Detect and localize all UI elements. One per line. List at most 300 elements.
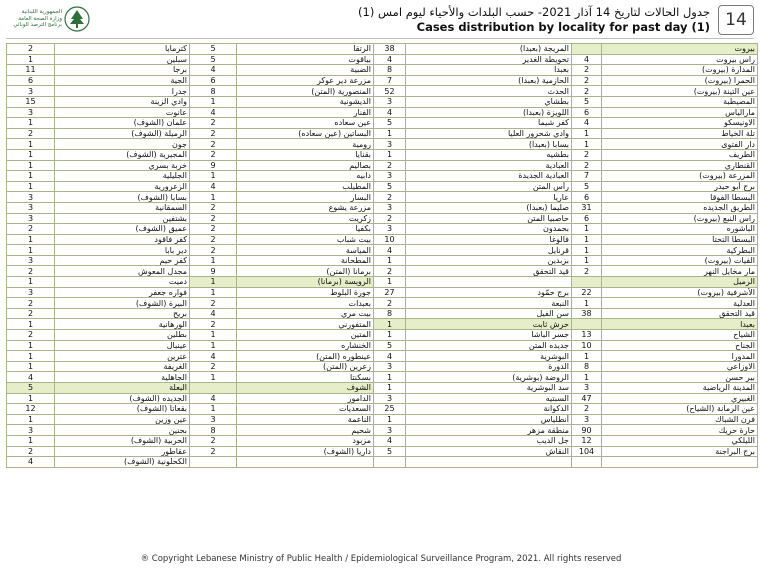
locality-name-cell: المصيطبة [602, 96, 758, 107]
locality-name-cell: مزرعة يشوع [237, 202, 374, 213]
case-count-cell: 52 [374, 86, 406, 97]
locality-name-cell: جسر الباشا [406, 330, 572, 341]
case-count-cell: 12 [572, 435, 602, 446]
case-count-cell: 31 [572, 202, 602, 213]
locality-name-cell: جون [55, 139, 190, 150]
case-count-cell: 1 [374, 319, 406, 330]
locality-name-cell: الاونيسكو [602, 118, 758, 129]
locality-name-cell: الرميل [602, 277, 758, 288]
locality-name-cell: الطريق الجديده [602, 202, 758, 213]
locality-name-cell: بسابا (بعبدا) [406, 139, 572, 150]
locality-name-cell: وادي الزينة [55, 96, 190, 107]
case-count-cell: 4 [190, 181, 237, 192]
case-count-cell [572, 319, 602, 330]
table-row [7, 245, 758, 256]
locality-name-cell: سن الفيل [406, 308, 572, 319]
case-count-cell: 2 [190, 298, 237, 309]
table-row [7, 118, 758, 129]
locality-name-cell: بيت مري [237, 308, 374, 319]
case-count-cell: 2 [190, 435, 237, 446]
case-count-cell: 1 [7, 361, 55, 372]
locality-name-cell: عينطوره (المتن) [237, 351, 374, 362]
case-count-cell: 5 [190, 44, 237, 55]
case-count-cell: 2 [190, 361, 237, 372]
case-count-cell: 1 [572, 128, 602, 139]
table-row [7, 160, 758, 171]
case-count-cell: 3 [7, 202, 55, 213]
table-row [7, 65, 758, 76]
locality-name-cell: الباشوره [602, 224, 758, 235]
locality-name-cell [237, 457, 374, 468]
table-row [7, 287, 758, 298]
case-count-cell: 1 [7, 181, 55, 192]
locality-name-cell: برمانا (المتن) [237, 266, 374, 277]
locality-name-cell: بعبدا [406, 65, 572, 76]
table-row [7, 54, 758, 65]
locality-name-cell: المتين [237, 330, 374, 341]
case-count-cell: 2 [374, 192, 406, 203]
case-count-cell [572, 44, 602, 55]
locality-name-cell: بعبدات [237, 298, 374, 309]
case-count-cell: 2 [572, 86, 602, 97]
locality-name-cell: بير حسن [602, 372, 758, 383]
table-row [7, 435, 758, 446]
case-count-cell: 3 [7, 287, 55, 298]
table-row [7, 86, 758, 97]
table-row [7, 266, 758, 277]
locality-name-cell: عين سعاده [237, 118, 374, 129]
case-count-cell: 5 [374, 446, 406, 457]
case-count-cell: 4 [7, 457, 55, 468]
case-count-cell: 1 [7, 340, 55, 351]
locality-name-cell: منطقة مزهر [406, 425, 572, 436]
locality-name-cell: أنطلياس [406, 414, 572, 425]
table-row [7, 446, 758, 457]
locality-name-cell: الرتقا [237, 44, 374, 55]
locality-name-cell: الفنار [237, 107, 374, 118]
case-count-cell: 1 [190, 192, 237, 203]
case-count-cell: 2 [7, 128, 55, 139]
case-count-cell: 1 [190, 287, 237, 298]
table-row [7, 308, 758, 319]
case-count-cell: 2 [190, 202, 237, 213]
locality-name-cell: قيد التحقق [602, 308, 758, 319]
case-count-cell: 1 [374, 128, 406, 139]
case-count-cell: 1 [7, 393, 55, 404]
case-count-cell: 1 [7, 54, 55, 65]
case-count-cell: 1 [572, 234, 602, 245]
case-count-cell: 2 [572, 404, 602, 415]
case-count-cell: 5 [572, 181, 602, 192]
locality-name-cell: الروضة (بوشرية) [406, 372, 572, 383]
case-count-cell: 4 [374, 351, 406, 362]
table-row [7, 213, 758, 224]
locality-name-cell: مارالياس [602, 107, 758, 118]
header-divider [6, 38, 754, 39]
case-count-cell: 4 [374, 54, 406, 65]
case-count-cell: 2 [572, 160, 602, 171]
case-count-cell: 2 [572, 65, 602, 76]
locality-name-cell: بطشيه [406, 149, 572, 160]
case-count-cell: 3 [374, 202, 406, 213]
case-count-cell: 2 [572, 75, 602, 86]
locality-name-cell: الديشونية [237, 96, 374, 107]
locality-name-cell: القنطاري [602, 160, 758, 171]
case-count-cell: 2 [7, 330, 55, 341]
table-row [7, 361, 758, 372]
case-count-cell: 1 [7, 118, 55, 129]
case-count-cell: 5 [374, 118, 406, 129]
case-count-cell: 1 [190, 171, 237, 182]
case-count-cell: 3 [7, 255, 55, 266]
case-count-cell: 2 [190, 128, 237, 139]
locality-name-cell: النبعة [406, 298, 572, 309]
case-count-cell: 1 [374, 255, 406, 266]
locality-name-cell: النقاش [406, 446, 572, 457]
table-row [7, 75, 758, 86]
locality-name-cell: صليما (بعبدا) [406, 202, 572, 213]
locality-name-cell: كفر فاقود [55, 234, 190, 245]
case-count-cell: 1 [190, 96, 237, 107]
locality-name-cell: الزعرورية [55, 181, 190, 192]
locality-name-cell: الفيات (بيروت) [602, 255, 758, 266]
case-count-cell [374, 457, 406, 468]
locality-name-cell: بيت شباب [237, 234, 374, 245]
locality-name-cell: بسكنتا [237, 372, 374, 383]
table-row [7, 414, 758, 425]
case-count-cell: 3 [374, 171, 406, 182]
locality-name-cell: البسار [237, 192, 374, 203]
locality-name-cell: الدكوانة [406, 404, 572, 415]
case-count-cell: 2 [374, 160, 406, 171]
case-count-cell: 3 [374, 361, 406, 372]
case-count-cell: 2 [7, 446, 55, 457]
table-row [7, 340, 758, 351]
locality-name-cell: كفر شيما [406, 118, 572, 129]
case-count-cell: 1 [572, 255, 602, 266]
case-count-cell: 1 [374, 372, 406, 383]
case-count-cell: 3 [374, 224, 406, 235]
locality-name-cell: كفر حيم [55, 255, 190, 266]
case-count-cell: 2 [190, 213, 237, 224]
locality-name-cell: مار مخايل النهر [602, 266, 758, 277]
locality-name-cell: المجيرية (الشوف) [55, 149, 190, 160]
case-count-cell: 3 [374, 393, 406, 404]
locality-name-cell: البسطا الفوقا [602, 192, 758, 203]
case-count-cell: 4 [374, 107, 406, 118]
locality-name-cell: السعديات [237, 404, 374, 415]
case-count-cell: 1 [572, 298, 602, 309]
locality-name-cell: البطركية [602, 245, 758, 256]
locality-name-cell: الحربية (الشوف) [55, 435, 190, 446]
case-count-cell: 3 [7, 192, 55, 203]
locality-name-cell: حرش ثابت [406, 319, 572, 330]
case-count-cell: 2 [7, 44, 55, 55]
case-count-cell: 1 [7, 171, 55, 182]
locality-name-cell [406, 277, 572, 288]
case-count-cell: 4 [572, 54, 602, 65]
table-row [7, 319, 758, 330]
case-count-cell: 1 [374, 383, 406, 394]
locality-name-cell: الحازمية (بعبدا) [406, 75, 572, 86]
case-count-cell: 6 [572, 107, 602, 118]
locality-name-cell: الجاهلية [55, 372, 190, 383]
locality-name-cell: السمقانية [55, 202, 190, 213]
locality-name-cell: برجا [55, 65, 190, 76]
case-count-cell [572, 277, 602, 288]
locality-name-cell: الغريفة [55, 361, 190, 372]
locality-name-cell: المدارة (بيروت) [602, 65, 758, 76]
locality-name-cell: جدرا [55, 86, 190, 97]
case-count-cell: 47 [572, 393, 602, 404]
table-row [7, 149, 758, 160]
locality-name-cell: الجديده (الشوف) [55, 393, 190, 404]
locality-name-cell: بقنايا [237, 149, 374, 160]
case-count-cell [190, 383, 237, 394]
case-count-cell: 2 [7, 266, 55, 277]
locality-name-cell: الشياح [602, 330, 758, 341]
locality-name-cell: المزرعة (بيروت) [602, 171, 758, 182]
case-count-cell: 1 [7, 277, 55, 288]
locality-name-cell: قرنايل [406, 245, 572, 256]
locality-name-cell: عميق (الشوف) [55, 224, 190, 235]
table-row [7, 255, 758, 266]
locality-name-cell: الجناح [602, 340, 758, 351]
case-count-cell: 2 [190, 139, 237, 150]
locality-name-cell: جل الديب [406, 435, 572, 446]
case-count-cell: 22 [572, 287, 602, 298]
table-row [7, 96, 758, 107]
case-count-cell: 4 [572, 118, 602, 129]
case-count-cell: 8 [374, 65, 406, 76]
locality-name-cell: دابيه [237, 171, 374, 182]
locality-name-cell: المدينة الرياضية [602, 383, 758, 394]
table-row [7, 351, 758, 362]
locality-name-cell: بطلين [55, 330, 190, 341]
locality-name-cell: كترمايا [55, 44, 190, 55]
locality-name-cell: برج البراجنة [602, 446, 758, 457]
table-row [7, 425, 758, 436]
case-count-cell: 2 [190, 245, 237, 256]
locality-name-cell: اللويزة (بعبدا) [406, 107, 572, 118]
locality-name-cell: المياسة [237, 245, 374, 256]
locality-name-cell: علمان (الشوف) [55, 118, 190, 129]
locality-name-cell: البيرة (الشوف) [55, 298, 190, 309]
case-count-cell: 4 [190, 107, 237, 118]
cedar-emblem-icon [64, 6, 90, 32]
case-count-cell: 11 [7, 65, 55, 76]
table-row [7, 202, 758, 213]
locality-name-cell: الدامور [237, 393, 374, 404]
locality-name-cell: دار الفتوى [602, 139, 758, 150]
case-count-cell: 2 [572, 266, 602, 277]
locality-name-cell: الخنشاره [237, 340, 374, 351]
locality-name-cell: بحمدون [406, 224, 572, 235]
locality-name-cell: رأس المتن [406, 181, 572, 192]
case-count-cell: 2 [7, 308, 55, 319]
locality-name-cell: السبتيه [406, 393, 572, 404]
case-count-cell: 38 [374, 44, 406, 55]
locality-name-cell: البعلة [55, 383, 190, 394]
locality-name-cell: المتفورني [237, 319, 374, 330]
case-count-cell: 7 [572, 171, 602, 182]
case-count-cell: 12 [7, 404, 55, 415]
case-count-cell: 3 [7, 107, 55, 118]
locality-name-cell: المريجة (بعبدا) [406, 44, 572, 55]
locality-name-cell: عقاطور [55, 446, 190, 457]
case-count-cell: 2 [190, 224, 237, 235]
table-row [7, 192, 758, 203]
locality-name-cell: الضبية [237, 65, 374, 76]
case-count-cell: 2 [7, 224, 55, 235]
table-row [7, 234, 758, 245]
locality-name-cell: المنصورية (المتن) [237, 86, 374, 97]
locality-name-cell: البساتين (عين سعاده) [237, 128, 374, 139]
case-count-cell [190, 457, 237, 468]
case-count-cell: 2 [572, 149, 602, 160]
case-count-cell: 1 [190, 340, 237, 351]
case-count-cell: 3 [572, 414, 602, 425]
locality-name-cell: عترين [55, 351, 190, 362]
locality-name-cell: بيروت [602, 44, 758, 55]
locality-name-cell: الجية [55, 75, 190, 86]
case-count-cell: 1 [572, 224, 602, 235]
table-row [7, 372, 758, 383]
case-count-cell: 2 [190, 319, 237, 330]
page-title-arabic: جدول الحالات لتاريخ 14 آذار 2021- حسب البلدات والأحياء ليوم امس (1) [358, 5, 710, 19]
locality-name-cell: الحدث [406, 86, 572, 97]
case-count-cell: 4 [7, 372, 55, 383]
case-count-cell: 27 [374, 287, 406, 298]
case-count-cell: 1 [572, 139, 602, 150]
ministry-logo-text: الجمهورية اللبنانية وزارة الصحة العامة برنامج الترصد الوبائي [13, 9, 62, 28]
locality-name-cell: الجليلية [55, 171, 190, 182]
case-count-cell: 90 [572, 425, 602, 436]
locality-name-cell: الشوف [237, 383, 374, 394]
page-number-badge: 14 [718, 5, 754, 35]
locality-name-cell: بعبدا [602, 319, 758, 330]
ministry-logo [6, 4, 92, 36]
table-row [7, 393, 758, 404]
case-count-cell: 1 [7, 245, 55, 256]
locality-name-cell: الطريف [602, 149, 758, 160]
case-count-cell: 1 [190, 372, 237, 383]
case-count-cell: 4 [374, 435, 406, 446]
locality-name-cell: وادي شحرور العليا [406, 128, 572, 139]
locality-name-cell: الليلكي [602, 435, 758, 446]
table-row [7, 457, 758, 468]
case-count-cell: 6 [572, 192, 602, 203]
locality-name-cell: فواره جعفر [55, 287, 190, 298]
case-count-cell: 1 [374, 330, 406, 341]
locality-name-cell: الورهانية [55, 319, 190, 330]
locality-name-cell: المدورا [602, 351, 758, 362]
locality-name-cell: الاوزاعي [602, 361, 758, 372]
case-count-cell: 2 [190, 118, 237, 129]
case-count-cell: 4 [190, 65, 237, 76]
case-count-cell: 3 [7, 425, 55, 436]
locality-name-cell: العدلية [602, 298, 758, 309]
locality-name-cell: الرميلة (الشوف) [55, 128, 190, 139]
case-count-cell [572, 457, 602, 468]
locality-name-cell: خربة بسري [55, 160, 190, 171]
locality-name-cell: مجدل المعوش [55, 266, 190, 277]
case-count-cell: 1 [374, 149, 406, 160]
case-count-cell: 3 [190, 414, 237, 425]
locality-name-cell: البوشرية [406, 351, 572, 362]
case-count-cell: 6 [190, 75, 237, 86]
case-count-cell: 25 [374, 404, 406, 415]
case-count-cell: 4 [190, 308, 237, 319]
case-count-cell: 5 [190, 54, 237, 65]
locality-name-cell: العبادية [406, 160, 572, 171]
case-count-cell: 10 [374, 234, 406, 245]
case-count-cell: 1 [7, 149, 55, 160]
locality-name-cell: حارة حريك [602, 425, 758, 436]
locality-name-cell: قيد التحقق [406, 266, 572, 277]
case-count-cell: 3 [374, 425, 406, 436]
locality-name-cell: عين الرمانة (الشياح) [602, 404, 758, 415]
locality-name-cell: بطشاي [406, 96, 572, 107]
locality-name-cell: الكحلونية (الشوف) [55, 457, 190, 468]
case-count-cell: 6 [572, 213, 602, 224]
case-count-cell: 10 [572, 340, 602, 351]
locality-name-cell: الغبيري [602, 393, 758, 404]
locality-name-cell: الحمرا (بيروت) [602, 75, 758, 86]
case-count-cell: 15 [7, 96, 55, 107]
case-count-cell: 1 [374, 414, 406, 425]
locality-name-cell: البسطا التحتا [602, 234, 758, 245]
case-count-cell: 3 [374, 96, 406, 107]
case-count-cell: 2 [190, 234, 237, 245]
locality-name-cell: تلة الخياط [602, 128, 758, 139]
locality-name-cell: جديده المتن [406, 340, 572, 351]
locality-name-cell: بسابا (الشوف) [55, 192, 190, 203]
locality-name-cell: تحويطة الغدير [406, 54, 572, 65]
locality-name-cell: الرويسة (برمانا) [237, 277, 374, 288]
page-title-english: Cases distribution by locality for past day (1) [416, 20, 710, 34]
case-count-cell: 5 [7, 383, 55, 394]
locality-name-cell: بريح [55, 308, 190, 319]
table-row [7, 330, 758, 341]
case-count-cell: 104 [572, 446, 602, 457]
locality-name-cell: بكفيا [237, 224, 374, 235]
table-row [7, 128, 758, 139]
case-count-cell: 8 [190, 86, 237, 97]
case-count-cell: 2 [374, 298, 406, 309]
locality-name-cell: المطحانة [237, 255, 374, 266]
locality-name-cell: عاريا [406, 192, 572, 203]
case-count-cell: 8 [572, 361, 602, 372]
table-row [7, 298, 758, 309]
case-count-cell: 1 [374, 277, 406, 288]
case-count-cell: 1 [190, 404, 237, 415]
table-row [7, 44, 758, 55]
locality-name-cell: عانوت [55, 107, 190, 118]
footer-copyright: ® Copyright Lebanese Ministry of Public Health / Epidemiological Surveillance Program, 2021. All rights reserved [140, 554, 622, 564]
locality-name-cell: دميت [55, 277, 190, 288]
locality-name-cell: بصاليم [237, 160, 374, 171]
table-row [7, 107, 758, 118]
case-count-cell: 4 [190, 393, 237, 404]
locality-name-cell: عين التينة (بيروت) [602, 86, 758, 97]
locality-name-cell: دير بابا [55, 245, 190, 256]
locality-name-cell: عينبال [55, 340, 190, 351]
locality-name-cell: الناعمة [237, 414, 374, 425]
table-row [7, 277, 758, 288]
case-count-cell: 1 [7, 435, 55, 446]
case-count-cell: 1 [190, 330, 237, 341]
